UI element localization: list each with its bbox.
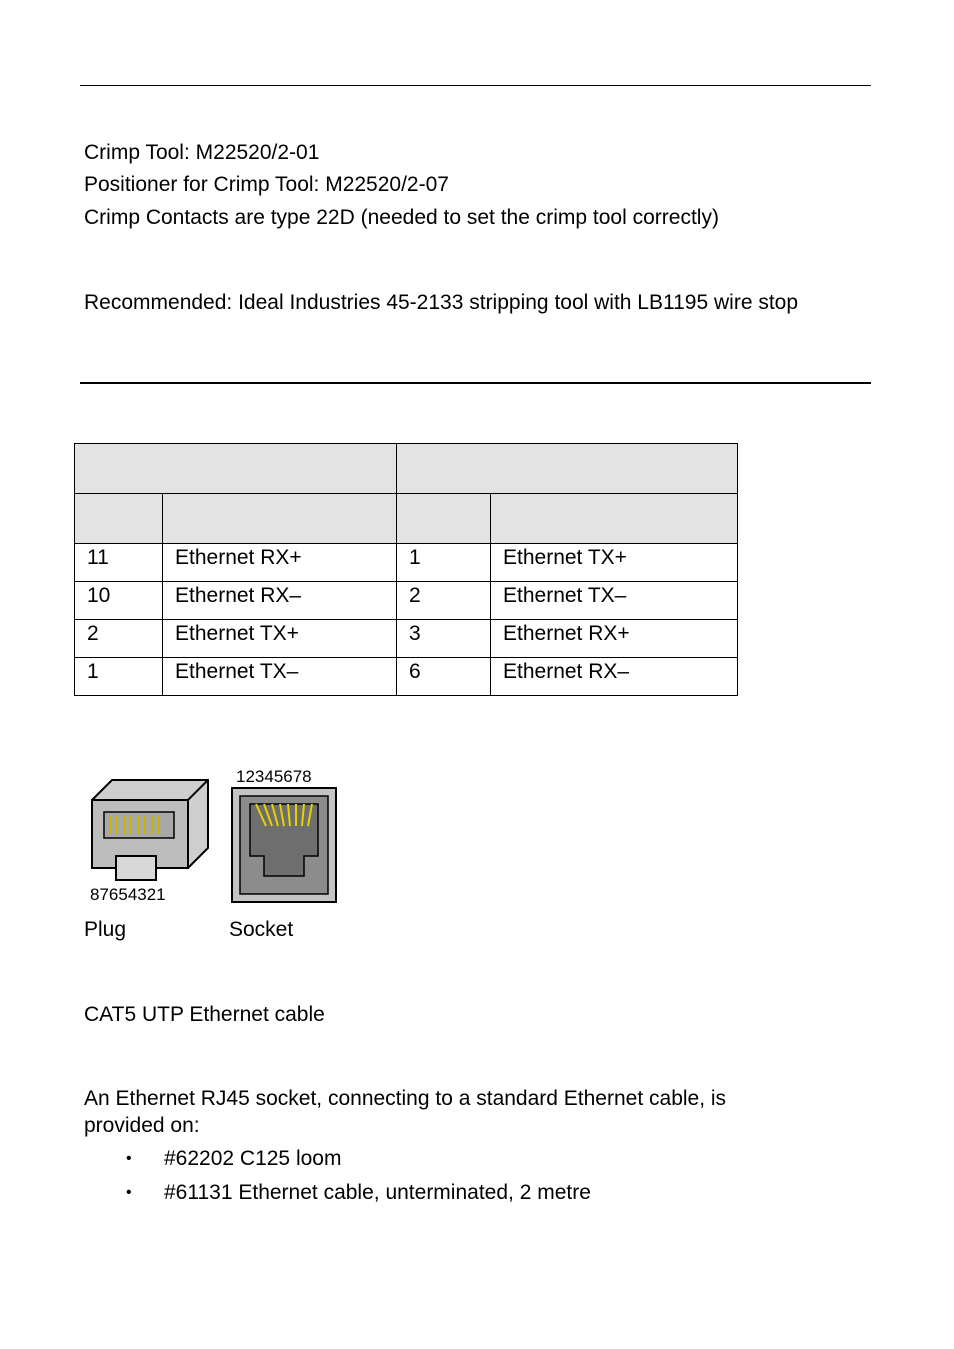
list-item	[84, 1147, 591, 1171]
recommended-text: Recommended: Ideal Industries 45-2133 stripping tool with LB1195 wire stop	[84, 291, 799, 314]
table-header-row	[75, 444, 738, 494]
socket-icon	[232, 767, 336, 902]
table-row	[75, 544, 738, 582]
provided-on-list	[84, 1147, 591, 1215]
contacts-text: Crimp Contacts are type 22D (needed to set the crimp tool correctly)	[84, 206, 719, 229]
socket-pin-numbers: 12345678	[236, 767, 312, 786]
socket-info-line2: provided on:	[84, 1114, 200, 1137]
header-cell-right	[397, 444, 738, 494]
pin-b: 2	[397, 582, 491, 620]
plug-icon	[90, 780, 208, 904]
socket-label: Socket	[229, 918, 294, 941]
signal-a: Ethernet TX+	[163, 620, 397, 658]
pin-table	[74, 443, 738, 696]
pin-b: 3	[397, 620, 491, 658]
list-item-text: #61131 Ethernet cable, unterminated, 2 metre	[164, 1181, 591, 1204]
table-row	[75, 582, 738, 620]
bullet-icon: •	[126, 1150, 132, 1167]
signal-a: Ethernet RX–	[163, 582, 397, 620]
list-item	[84, 1181, 591, 1205]
positioner-text: Positioner for Crimp Tool: M22520/2-07	[84, 173, 449, 196]
rj45-diagram	[84, 760, 344, 910]
subheader-cell	[163, 494, 397, 544]
bullet-icon: •	[126, 1184, 132, 1201]
plug-pin-numbers: 87654321	[90, 885, 166, 904]
pin-a: 1	[75, 658, 163, 696]
signal-b: Ethernet TX–	[491, 582, 738, 620]
signal-a: Ethernet RX+	[163, 544, 397, 582]
plug-label: Plug	[84, 918, 127, 941]
signal-b: Ethernet RX–	[491, 658, 738, 696]
pin-b: 1	[397, 544, 491, 582]
subheader-cell	[75, 494, 163, 544]
table-subheader-row	[75, 494, 738, 544]
section-divider	[80, 382, 871, 384]
signal-a: Ethernet TX–	[163, 658, 397, 696]
signal-b: Ethernet RX+	[491, 620, 738, 658]
table-row	[75, 620, 738, 658]
pin-b: 6	[397, 658, 491, 696]
subheader-cell	[491, 494, 738, 544]
list-item-text: #62202 C125 loom	[164, 1147, 342, 1170]
pin-a: 2	[75, 620, 163, 658]
subheader-cell	[397, 494, 491, 544]
signal-b: Ethernet TX+	[491, 544, 738, 582]
cable-text: CAT5 UTP Ethernet cable	[84, 1003, 325, 1026]
pin-a: 11	[75, 544, 163, 582]
pin-a: 10	[75, 582, 163, 620]
crimp-tool-text: Crimp Tool: M22520/2-01	[84, 141, 320, 164]
top-divider	[80, 85, 871, 86]
header-cell-left	[75, 444, 397, 494]
socket-info-line1: An Ethernet RJ45 socket, connecting to a standard Ethernet cable, is	[84, 1087, 727, 1110]
table-row	[75, 658, 738, 696]
